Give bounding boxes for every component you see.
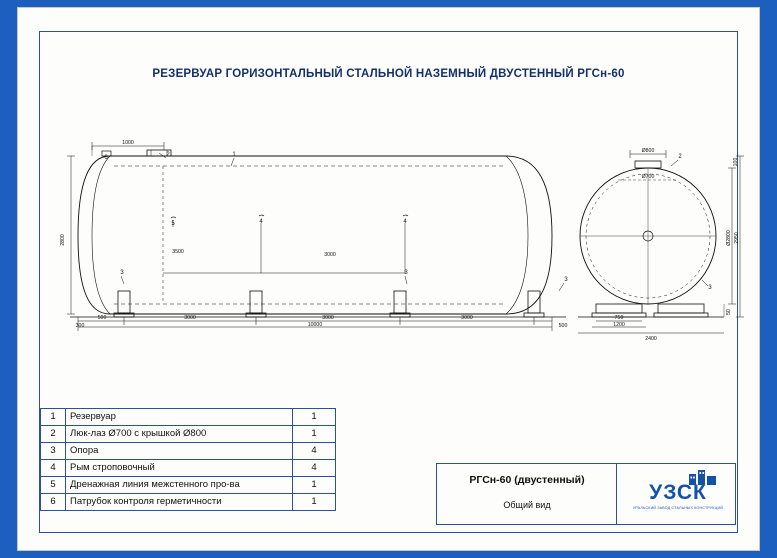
table-row — [41, 494, 336, 511]
dim-top-width: 1000 — [122, 140, 134, 146]
dim-saddle-height: 50 — [726, 309, 732, 315]
dim-end-left: 300 — [75, 323, 85, 329]
legend-name: Люк-лаз Ø700 с крышкой Ø800 — [66, 426, 293, 443]
dim-bay-1: 3000 — [184, 315, 196, 321]
table-row — [41, 460, 336, 477]
callout-6: 6 — [104, 155, 108, 161]
dim-nozzle-height: 100 — [733, 157, 739, 167]
title-block-left — [437, 464, 617, 524]
dim-total-height: 2950 — [734, 232, 740, 244]
title-block — [436, 463, 736, 525]
drawing-sheet — [18, 8, 759, 550]
callout-5: 5 — [171, 221, 175, 227]
dim-overall-base: 2400 — [645, 336, 657, 342]
dim-outer-diameter: Ø2800 — [726, 230, 732, 246]
dim-inner-length: 3500 — [172, 249, 184, 255]
dim-bay-2: 3000 — [322, 315, 334, 321]
page-title: РЕЗЕРВУАР ГОРИЗОНТАЛЬНЫЙ СТАЛЬНОЙ НАЗЕМНЫЙ ДВУСТЕННЫЙ РГСн-60 — [152, 68, 625, 80]
callout-1: 1 — [232, 152, 236, 158]
dim-side-height: 2800 — [60, 234, 66, 246]
table-row — [41, 426, 336, 443]
company-logo — [625, 468, 731, 520]
legend-qty: 1 — [293, 494, 336, 511]
legend-num: 6 — [41, 494, 66, 511]
legend-qty: 1 — [293, 426, 336, 443]
legend-name: Дренажная линия межстенного про-ва — [66, 477, 293, 494]
dim-manhole-cover: Ø800 — [641, 148, 655, 154]
table-row — [41, 477, 336, 494]
dim-mid-span: 3000 — [324, 252, 336, 258]
dim-saddle-width: 750 — [614, 315, 624, 321]
legend-qty: 1 — [293, 409, 336, 426]
table-row — [41, 443, 336, 460]
legend-table — [40, 408, 336, 511]
legend-num: 3 — [41, 443, 66, 460]
callout-3-left: 3 — [120, 270, 124, 276]
dim-bay-3: 3000 — [461, 315, 473, 321]
callout-4-right: 4 — [403, 219, 407, 225]
callout-3-end2: 3 — [564, 277, 568, 283]
legend-qty: 4 — [293, 460, 336, 477]
logo-subtitle: УРАЛЬСКИЙ ЗАВОД СТАЛЬНЫХ КОНСТРУКЦИЙ — [632, 506, 724, 510]
legend-num: 2 — [41, 426, 66, 443]
table-row — [41, 409, 336, 426]
dim-end-right: 500 — [558, 323, 568, 329]
view-name: Общий вид — [503, 500, 551, 510]
callout-4-mid: 4 — [259, 219, 263, 225]
legend-name: Опора — [66, 443, 293, 460]
legend-num: 5 — [41, 477, 66, 494]
dim-support-offset-left: 500 — [97, 315, 107, 321]
callout-2-side: 2 — [166, 152, 170, 158]
legend-num: 4 — [41, 460, 66, 477]
callout-3-end: 3 — [708, 285, 712, 291]
legend-name: Резервуар — [66, 409, 293, 426]
callout-3-right: 3 — [404, 270, 408, 276]
callout-2-end: 2 — [678, 154, 682, 160]
legend-name: Патрубок контроля герметичности — [66, 494, 293, 511]
legend-name: Рым строповочный — [66, 460, 293, 477]
dim-base-width: 1200 — [613, 322, 625, 328]
product-name: РГСн-60 (двустенный) — [469, 474, 585, 486]
legend-qty: 4 — [293, 443, 336, 460]
legend-qty: 1 — [293, 477, 336, 494]
logo-text: УЗСК — [649, 481, 707, 504]
dim-total-length: 10000 — [307, 322, 323, 328]
legend-num: 1 — [41, 409, 66, 426]
dim-manhole-neck: Ø700 — [641, 174, 655, 180]
